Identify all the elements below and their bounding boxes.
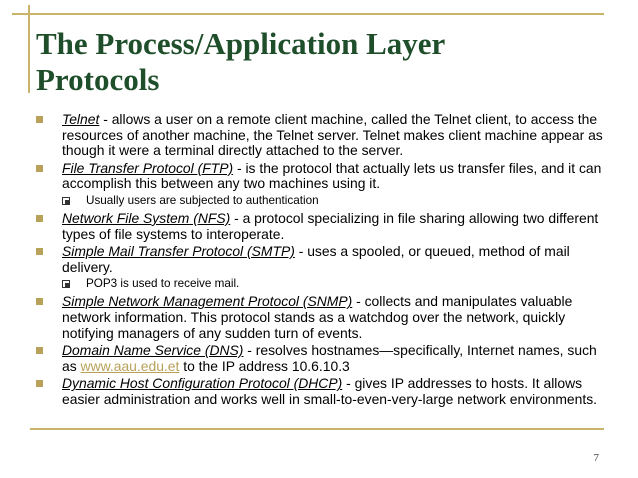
square-bullet-icon [36, 116, 43, 123]
desc-smtp: - uses a spooled, or queued, method of mail delivery. [62, 243, 570, 275]
title-line-2: Protocols [36, 62, 160, 97]
term-nfs: Network File System (NFS) [62, 209, 231, 226]
left-rule [28, 5, 30, 93]
bullet-smtp [30, 244, 610, 275]
slide-title [36, 26, 576, 98]
term-ftp: File Transfer Protocol (FTP) [62, 159, 234, 176]
bullet-telnet [30, 112, 610, 159]
bullet-ftp [30, 161, 610, 192]
term-telnet: Telnet [62, 111, 100, 127]
bullet-dhcp [30, 376, 610, 407]
sub-text-ftp: Usually users are subjected to authentication [86, 193, 319, 207]
square-bullet-icon [36, 298, 43, 305]
title-line-1: The Process/Application Layer [36, 26, 446, 61]
hollow-square-bullet-icon [62, 280, 70, 288]
term-smtp: Simple Mail Transfer Protocol (SMTP) [62, 243, 295, 260]
bullet-snmp [30, 294, 610, 341]
square-bullet-icon [36, 347, 43, 354]
dns-example-link[interactable]: www.aau.edu.et [80, 357, 180, 374]
square-bullet-icon [36, 165, 43, 172]
term-dhcp: Dynamic Host Configuration Protocol (DHCP) [62, 375, 343, 392]
square-bullet-icon [36, 248, 43, 255]
term-snmp: Simple Network Management Protocol (SNMP) [62, 293, 353, 310]
bullet-nfs [30, 211, 610, 242]
hollow-square-bullet-icon [62, 197, 70, 205]
desc-dhcp: - gives IP addresses to hosts. It allows easier administration and works well in small-to-even-very-large network environments. [62, 375, 597, 407]
desc-dns-after: to the IP address 10.6.10.3 [179, 357, 350, 374]
desc-dns: - resolves hostnames—specifically, Internet names, such as [62, 342, 597, 374]
desc-nfs: - a protocol specializing in file sharing allowing two different types of file systems to interoperate. [62, 209, 599, 242]
bullet-list [30, 112, 610, 410]
bottom-rule [30, 428, 604, 430]
square-bullet-icon [36, 215, 43, 222]
desc-snmp: - collects and manipulates valuable network information. This protocol stands as a watchdog over the network, quickly notifying managers of any sudden turn of events. [62, 293, 573, 341]
square-bullet-icon [36, 380, 43, 387]
desc-ftp: - is the protocol that actually lets us transfer files, and it can accomplish this between any two machines using it. [62, 159, 602, 192]
sub-bullet-ftp [30, 194, 610, 208]
term-dns: Domain Name Service (DNS) [62, 342, 244, 359]
sub-bullet-smtp [30, 277, 610, 291]
sub-text-smtp: POP3 is used to receive mail. [86, 277, 240, 291]
page-number: 7 [593, 452, 599, 464]
top-rule [12, 13, 604, 15]
desc-telnet: - allows a user on a remote client machine, called the Telnet client, to access the resources of another machine, the Telnet server. Telnet makes client machine appear as though it were a terminal directly attached to the server. [62, 111, 603, 159]
bullet-dns [30, 343, 610, 374]
